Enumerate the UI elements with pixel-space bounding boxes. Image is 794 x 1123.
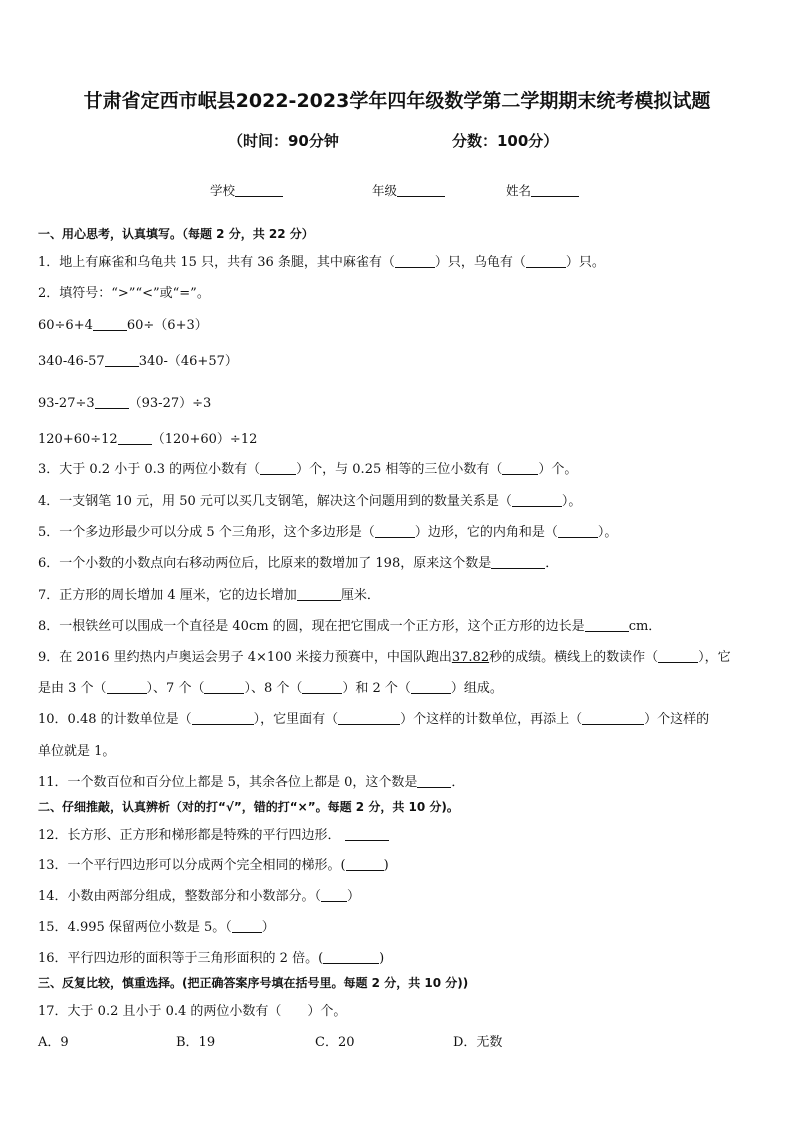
option-a: A．9 (38, 1035, 69, 1050)
school-blank (235, 184, 283, 197)
name-field (506, 181, 579, 199)
question-2-item-3: 93-27÷3 （93-27）÷3 (38, 396, 212, 411)
school-field (210, 181, 283, 199)
question-16: 16．平行四边形的面积等于三角形面积的 2 倍。( ) (38, 951, 385, 966)
section-2-heading: 二、仔细推敲，认真辨析（对的打“√”，错的打“×”。每题 2 分，共 10 分)。 (38, 800, 459, 814)
underlined-number: 37.82 (451, 650, 490, 665)
name-label: 姓名 (506, 183, 532, 198)
question-4: 4．一支钢笔 10 元，用 50 元可以买几支钢笔，解决这个问题用到的数量关系是（ ）。 (38, 494, 582, 509)
question-7: 7．正方形的周长增加 4 厘米，它的边长增加 厘米． (38, 588, 380, 603)
exam-time: （时间：90分钟 (228, 132, 339, 150)
grade-blank (397, 184, 445, 197)
section-1-heading: 一、用心思考，认真填写。（每题 2 分，共 22 分） (38, 227, 314, 241)
question-2-item-1: 60÷6+4 60÷（6+3） (38, 318, 208, 333)
exam-score: 分数：100分） (452, 132, 559, 150)
question-2-item-4: 120+60÷12 （120+60）÷12 (38, 432, 258, 447)
question-6: 6．一个小数的小数点向右移动两位后，比原来的数增加了 198，原来这个数是 ． (38, 556, 559, 571)
page-title: 甘肃省定西市岷县2022-2023学年四年级数学第二学期期末统考模拟试题 (83, 90, 711, 112)
option-b: B．19 (176, 1035, 216, 1050)
question-2: 2．填符号：“>”“<”或“=”。 (38, 286, 210, 301)
question-15: 15．4.995 保留两位小数是 5。（ ） (38, 920, 275, 935)
question-2-item-2: 340-46-57 340-（46+57） (38, 354, 238, 369)
grade-field (372, 181, 445, 199)
school-label: 学校 (210, 183, 236, 198)
question-5: 5．一个多边形最少可以分成 5 个三角形，这个多边形是（ ）边形，它的内角和是（ ）。 (38, 525, 618, 540)
grade-label: 年级 (372, 183, 398, 198)
section-3-heading: 三、反复比较，慎重选择。(把正确答案序号填在括号里。每题 2 分，共 10 分)) (38, 976, 469, 990)
question-11: 11．一个数百位和百分位上都是 5，其余各位上都是 0，这个数是 ． (38, 775, 465, 790)
question-17: 17．大于 0.2 且小于 0.4 的两位小数有（ ）个。 (38, 1004, 347, 1019)
question-1: 1．地上有麻雀和乌龟共 15 只，共有 36 条腿，其中麻雀有（ ）只，乌龟有（ ）只。 (38, 255, 605, 270)
option-d: D．无数 (453, 1035, 503, 1050)
question-8: 8．一根铁丝可以围成一个直径是 40cm 的圆，现在把它围成一个正方形，这个正方形的边长是 cm． (38, 619, 662, 634)
question-14: 14．小数由两部分组成，整数部分和小数部分。（ ） (38, 889, 361, 904)
question-10-line-1: 10．0.48 的计数单位是（ ），它里面有（ ）个这样的计数单位，再添上（ ）个这样的 (38, 712, 710, 727)
option-c: C．20 (315, 1035, 355, 1050)
name-blank (531, 184, 579, 197)
question-9-line-1: 9．在 2016 里约热内卢奥运会男子 4×100 米接力预赛中，中国队跑出37.82秒的成绩。横线上的数读作（ ），它 (38, 650, 731, 665)
question-3: 3．大于 0.2 小于 0.3 的两位小数有（ ）个，与 0.25 相等的三位小数有（ ）个。 (38, 462, 578, 477)
question-10-line-2: 单位就是 1。 (38, 744, 116, 759)
question-13: 13．一个平行四边形可以分成两个完全相同的梯形。( ) (38, 858, 389, 873)
question-12: 12．长方形、正方形和梯形都是特殊的平行四边形． (38, 824, 389, 843)
question-9-line-2: 是由 3 个（ ）、7 个（ ）、8 个（ ）和 2 个（ ）组成。 (38, 681, 503, 696)
